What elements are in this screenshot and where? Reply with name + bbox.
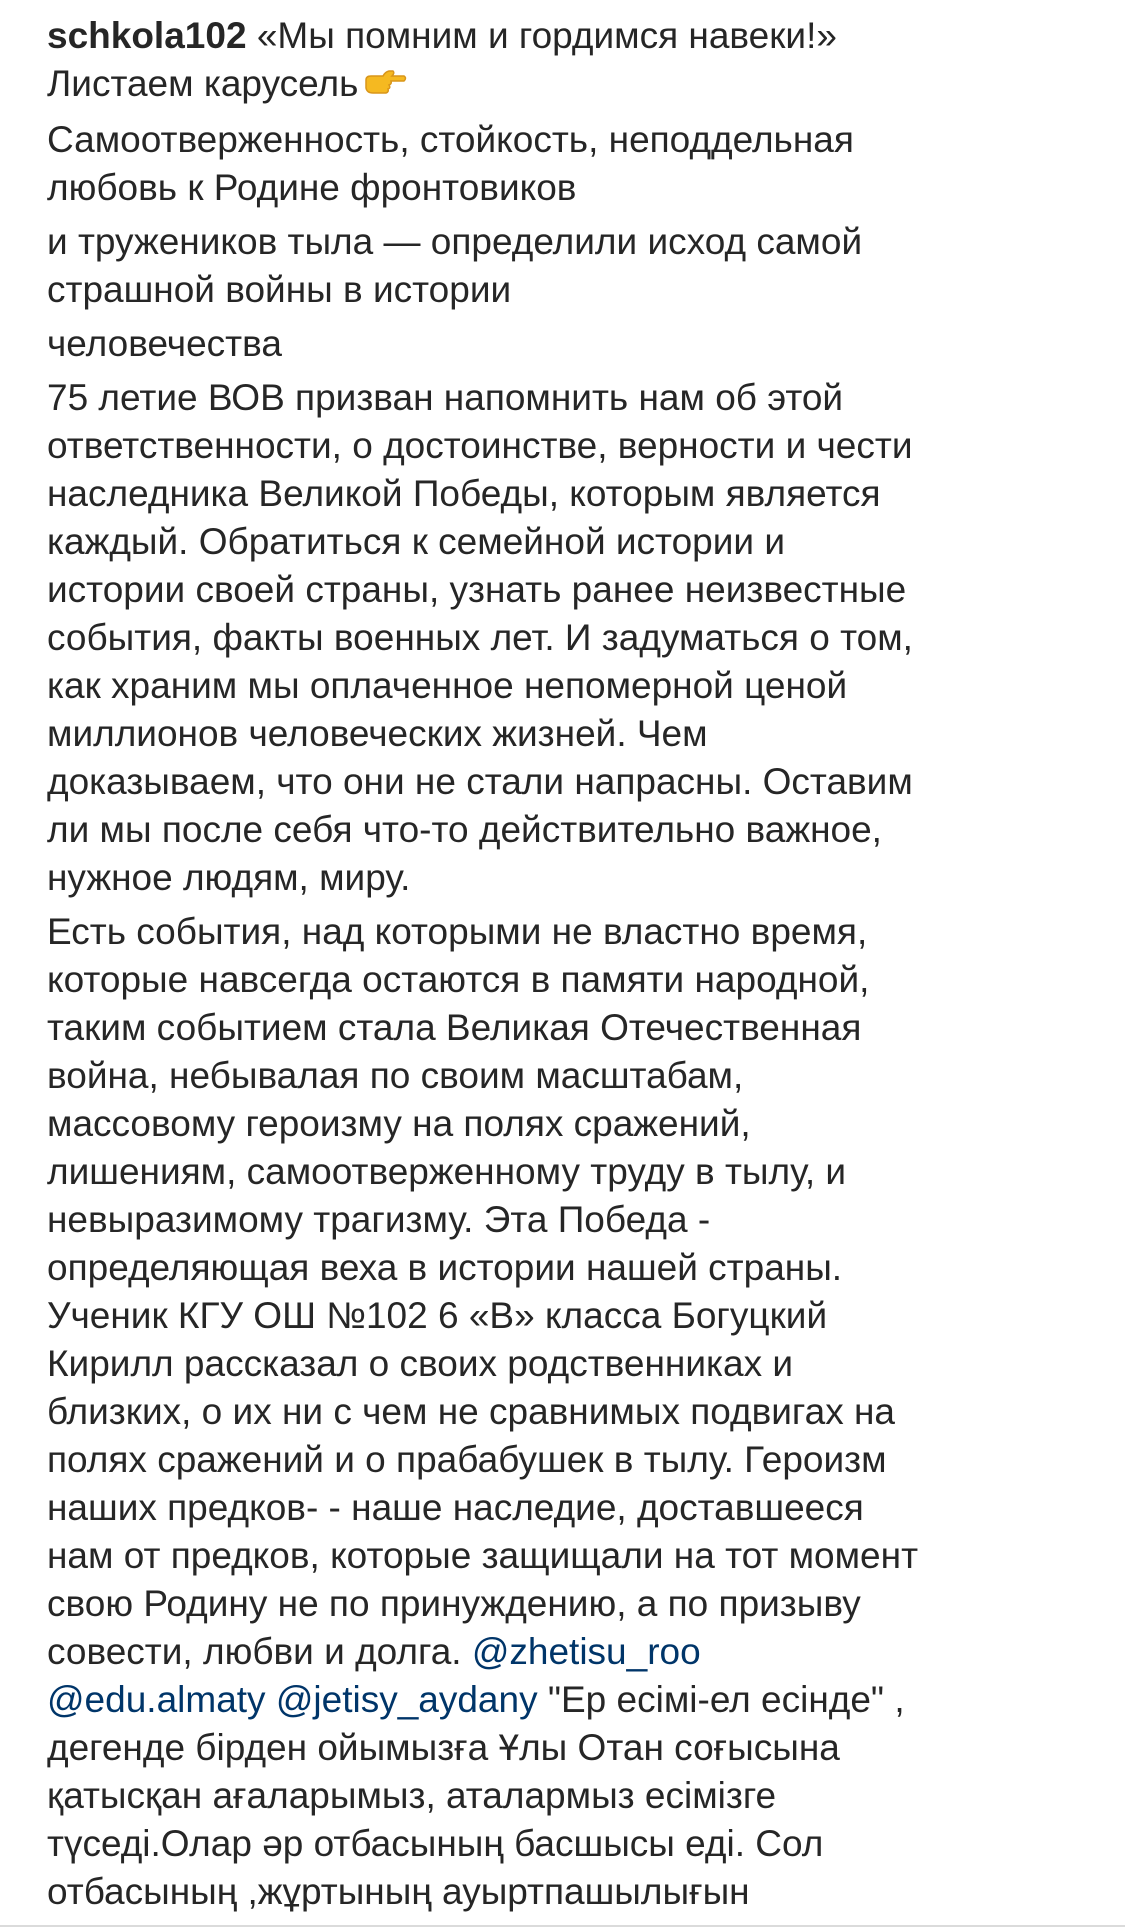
- caption-text: совести, любви и долга.: [47, 1631, 472, 1672]
- post-caption: [47, 12, 1107, 1916]
- caption-line: миллионов человеческих жизней. Чем: [47, 713, 708, 754]
- caption-line: полях сражений и о прабабушек в тылу. Героизм: [47, 1439, 887, 1480]
- username-link[interactable]: schkola102: [47, 15, 247, 56]
- mention-link[interactable]: @edu.almaty: [47, 1679, 266, 1720]
- caption-line: каждый. Обратиться к семейной истории и: [47, 521, 786, 562]
- caption-line: массовому героизму на полях сражений,: [47, 1103, 751, 1144]
- caption-line: ответственности, о достоинстве, верности и чести: [47, 425, 913, 466]
- caption-line: истории своей страны, узнать ранее неизвестные: [47, 569, 907, 610]
- caption-line: и тружеников тыла — определили исход самой: [47, 221, 863, 262]
- caption-line: которые навсегда остаются в памяти народной,: [47, 959, 870, 1000]
- caption-line: Ученик КГУ ОШ №102 6 «В» класса Богуцкий: [47, 1295, 828, 1336]
- caption-line: нужное людям, миру.: [47, 857, 411, 898]
- caption-line: невыразимому трагизму. Эта Победа -: [47, 1199, 711, 1240]
- caption-line: Самоотверженность, стойкость, неподдельная: [47, 119, 854, 160]
- caption-line: нам от предков, которые защищали на тот момент: [47, 1535, 919, 1576]
- caption-line: свою Родину не по принуждению, а по призыву: [47, 1583, 861, 1624]
- caption-line: как храним мы оплаченное непомерной ценой: [47, 665, 848, 706]
- caption-line: 75 летие ВОВ призван напомнить нам об этой: [47, 377, 844, 418]
- caption-line: таким событием стала Великая Отечественная: [47, 1007, 862, 1048]
- caption-line: любовь к Родине фронтовиков: [47, 167, 577, 208]
- caption-line: человечества: [47, 323, 282, 364]
- caption-line: близких, о их ни с чем не сравнимых подвигах на: [47, 1391, 895, 1432]
- caption-line: страшной войны в истории: [47, 269, 512, 310]
- caption-line: события, факты военных лет. И задуматься о том,: [47, 617, 913, 658]
- caption-line: наших предков- - наше наследие, доставшееся: [47, 1487, 864, 1528]
- caption-line: қатысқан ағаларымыз, аталармыз есімізге: [47, 1775, 777, 1816]
- caption-line: [47, 60, 1107, 110]
- mention-link[interactable]: @zhetisu_roo: [471, 1631, 701, 1672]
- caption-line: ли мы после себя что-то действительно важное,: [47, 809, 882, 850]
- caption-line: доказываем, что они не стали напрасны. Оставим: [47, 761, 913, 802]
- caption-text: Листаем карусель: [47, 63, 359, 104]
- caption-line: отбасының ,жұртының ауыртпашылығын: [47, 1871, 750, 1912]
- caption-line: лишениям, самоотверженному труду в тылу, и: [47, 1151, 847, 1192]
- caption-text: «Мы помним и гордимся навеки!»: [256, 15, 837, 56]
- caption-line: түседі.Олар әр отбасының басшысы еді. Сол: [47, 1823, 824, 1864]
- caption-line: [47, 1676, 1107, 1724]
- pointing-right-hand-icon: [364, 62, 408, 110]
- mention-link[interactable]: @jetisy_aydany: [275, 1679, 538, 1720]
- caption-line: определяющая веха в истории нашей страны.: [47, 1247, 843, 1288]
- caption-line: война, небывалая по своим масштабам,: [47, 1055, 744, 1096]
- caption-line: [47, 1628, 1107, 1676]
- caption-line: Есть события, над которыми не властно время,: [47, 911, 868, 952]
- caption-line: наследника Великой Победы, которым является: [47, 473, 881, 514]
- caption-line: дегенде бірден ойымызға Ұлы Отан соғысына: [47, 1727, 840, 1768]
- caption-line: [47, 12, 1107, 60]
- caption-line: Кирилл рассказал о своих родственниках и: [47, 1343, 794, 1384]
- caption-text: "Ер есімі-ел есінде" ,: [537, 1679, 905, 1720]
